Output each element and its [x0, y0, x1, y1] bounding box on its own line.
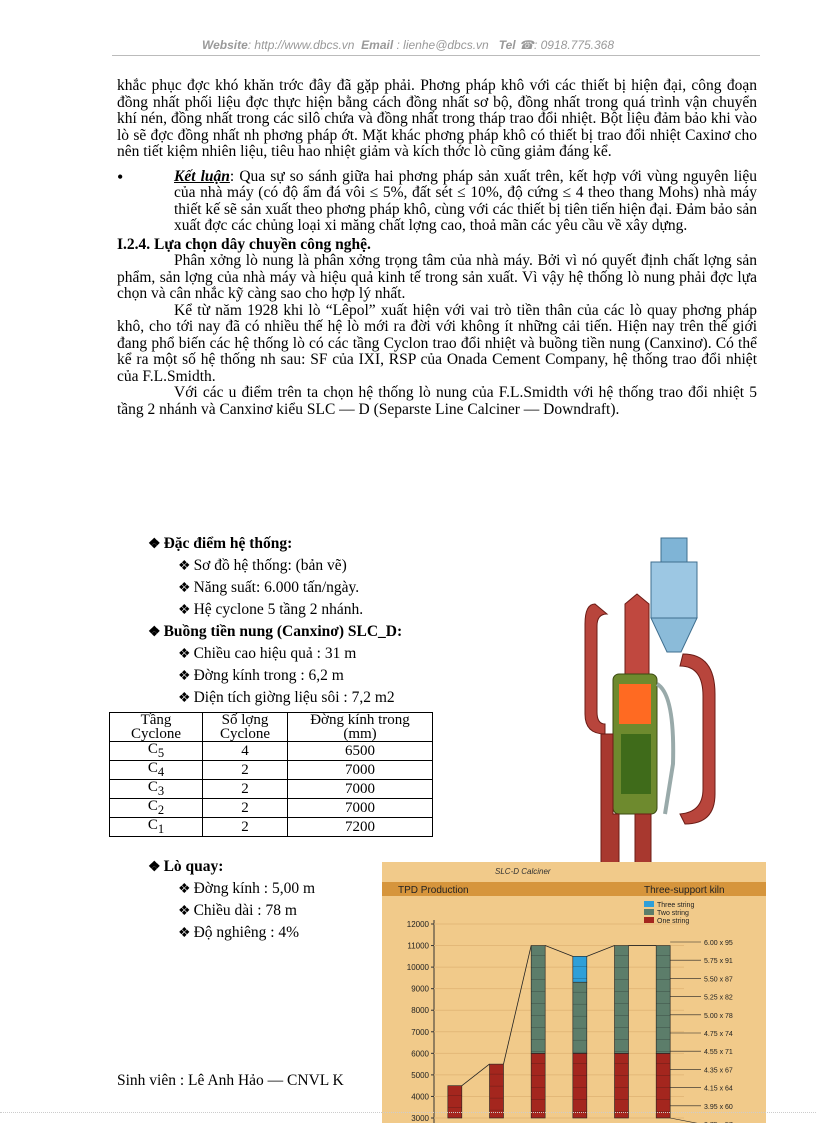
diamond-bullet-icon: ❖: [178, 669, 191, 684]
y-tick-label: 9000: [411, 984, 429, 994]
website-value[interactable]: : http://www.dbcs.vn: [247, 38, 355, 52]
table-row: [110, 742, 433, 761]
diamond-bullet-icon: ❖: [178, 904, 191, 919]
bar-segment: [531, 946, 545, 1054]
legend-swatch: [644, 917, 654, 923]
size-label: 4.75 x 74: [704, 1031, 733, 1038]
section-heading: I.2.4. Lựa chọn dây chuyền công nghệ.: [117, 235, 371, 253]
bar-segment: [615, 1053, 629, 1118]
calciner-diameter: Đờng kính trong : 6,2 m: [193, 667, 344, 684]
conclusion-text: : Qua sự so sánh giữa hai phơng pháp sản xuất trên, kết hợp với vùng nguyên liệu của nhà máy (có độ ẩm đá vôi ≤ 5%, đất sét ≤ 10%, độ cứng ≤ 4 theo thang Mohs) nhà máy thiết kế sẽ sản xuất theo phơng pháp khô, cùng với các thiết bị tiên tiến hiện đại. Đảm bảo sản xuất đợc các chủng loại xi măng chất lợng cao, thoả mãn các yêu cầu về xây dựng.: [174, 167, 757, 234]
table-cell: 6500: [288, 742, 433, 761]
header-rule: [112, 55, 760, 56]
paragraph-4: Với các u điểm trên ta chọn hệ thống lò nung của F.L.Smidth với hệ thống trao đổi nhiệt 5 tầng 2 nhánh và Canxinơ kiểu SLC — D (Separste Line Calciner — Downdraft).: [117, 384, 757, 418]
slc-d-calciner-illustration: [565, 534, 745, 879]
diamond-bullet-icon: ❖: [178, 647, 191, 662]
kiln-slope: Độ nghiêng : 4%: [193, 924, 300, 941]
diamond-bullet-icon: ❖: [178, 603, 191, 618]
phone-icon: ☎: [519, 38, 534, 52]
calciner-title: Buồng tiền nung (Canxinơ) SLC_D:: [163, 623, 403, 640]
system-item-diagram: Sơ đồ hệ thống: (bản vẽ): [193, 557, 347, 574]
diamond-bullet-icon: ❖: [148, 860, 161, 875]
bar-segment: [573, 1053, 587, 1118]
bar-segment: [656, 946, 670, 1054]
header-diameter: Đờng kính trong (mm): [288, 713, 433, 742]
kiln-length: Chiều dài : 78 m: [193, 902, 297, 919]
bar-segment: [448, 1086, 462, 1118]
size-label: 4.55 x 71: [704, 1049, 733, 1057]
system-title: Đặc điểm hệ thống:: [163, 535, 293, 552]
kiln-diameter: Đờng kính : 5,00 m: [193, 880, 315, 897]
diamond-bullet-icon: ❖: [178, 559, 191, 574]
table-cell: 7000: [288, 761, 433, 780]
kiln-title: Lò quay:: [163, 858, 224, 875]
size-label: 5.00 x 78: [704, 1012, 733, 1020]
chart-svg: [382, 862, 766, 1123]
footer-rule: [0, 1112, 816, 1113]
y-tick-label: 10000: [406, 963, 429, 973]
table-row: [110, 799, 433, 818]
table-cell: $C_2$: [110, 799, 203, 818]
calciner-caption: SLC-D Calciner: [495, 867, 551, 876]
bar-segment: [531, 1053, 545, 1118]
conclusion-label: Kết luận: [174, 167, 230, 185]
legend-label: One string: [657, 918, 690, 925]
diamond-bullet-icon: ❖: [178, 691, 191, 706]
header-count: Số lợng Cyclone: [203, 713, 288, 742]
chart-subtitle: Three-support kiln: [644, 885, 725, 896]
size-label: 4.35 x 67: [704, 1067, 733, 1075]
y-tick-label: 4000: [411, 1092, 429, 1102]
legend-label: Three string: [657, 902, 695, 909]
diamond-bullet-icon: ❖: [148, 537, 161, 552]
table-row: [110, 780, 433, 799]
bullet-icon: •: [117, 166, 124, 187]
size-label: 5.75 x 91: [704, 958, 733, 966]
legend-swatch: [644, 909, 654, 915]
table-cell: $C_3$: [110, 780, 203, 799]
size-label: 6.00 x 95: [704, 940, 733, 947]
cyclone-table: [109, 712, 433, 837]
size-label: 4.15 x 64: [704, 1085, 733, 1093]
y-tick-label: 7000: [411, 1027, 429, 1037]
table-cell: 2: [203, 761, 288, 780]
y-tick-label: 5000: [411, 1070, 429, 1080]
table-header-row: [110, 713, 433, 742]
diamond-bullet-icon: ❖: [178, 926, 191, 941]
paragraph-3: Kể từ năm 1928 khi lò “Lêpol” xuất hiện với vai trò tiền thân của các lò quay phơng pháp khô, cho tới nay đã có nhiều thế hệ lò mới ra đời với không ít những cải tiến. Hiện nay trên thế giới đang phổ biến các hệ thống lò có các tầng Cyclon trao đổi nhiệt và buồng tiền nung (Canxinơ). Có thể kể ra một số hệ thống nh sau: SF của IXI, RSP của Onada Cement Company, hệ thống trao đổi nhiệt của F.L.Smidth.: [117, 301, 757, 385]
tpd-production-chart: [382, 862, 766, 1123]
email-label: Email: [361, 38, 394, 52]
document-body: [117, 78, 757, 418]
system-item-capacity: Năng suất: 6.000 tấn/ngày.: [193, 579, 360, 596]
size-label: 5.25 x 82: [704, 994, 733, 1002]
y-tick-label: 11000: [407, 941, 429, 951]
conclusion-paragraph: [174, 169, 757, 235]
table-cell: 4: [203, 742, 288, 761]
chart-legend: [644, 901, 694, 925]
chart-title: TPD Production: [398, 885, 469, 896]
table-cell: $C_1$: [110, 818, 203, 837]
y-tick-label: 3000: [411, 1114, 429, 1123]
tel-value: : 0918.775.368: [533, 38, 615, 52]
calciner-height: Chiều cao hiệu quả : 31 m: [193, 645, 357, 662]
legend-label: Two string: [657, 910, 689, 917]
footer-text: Sinh viên : Lê Anh Hảo — CNVL K: [117, 1072, 344, 1089]
table-row: [110, 761, 433, 780]
y-tick-label: 6000: [411, 1049, 429, 1059]
size-label: 3.95 x 60: [704, 1103, 733, 1111]
table-cell: $C_5$: [110, 742, 203, 761]
size-label: 5.50 x 87: [704, 976, 733, 984]
y-tick-label: 12000: [406, 920, 429, 929]
tel-label: Tel: [498, 38, 516, 52]
table-cell: 7000: [288, 799, 433, 818]
y-tick-label: 8000: [411, 1006, 429, 1016]
email-value[interactable]: : lienhe@dbcs.vn: [396, 38, 489, 52]
bar-segment: [656, 1053, 670, 1118]
paragraph-2: Phân xởng lò nung là phân xởng trọng tâm của nhà máy. Bởi vì nó quyết định chất lợng sản phẩm, sản lợng của nhà máy và hiệu quả kinh tế trong sản xuất. Vì vậy hệ thống lò nung phải đợc lựa chọn và cân nhắc kỹ càng sao cho hợp lý nhất.: [117, 252, 757, 302]
calciner-bed-area: Diện tích giờng liệu sôi : 7,2 m2: [193, 689, 395, 706]
table-row: [110, 818, 433, 837]
table-cell: 7000: [288, 780, 433, 799]
page-header: [0, 38, 816, 52]
diamond-bullet-icon: ❖: [148, 625, 161, 640]
diamond-bullet-icon: ❖: [178, 882, 191, 897]
system-item-cyclone: Hệ cyclone 5 tầng 2 nhánh.: [193, 601, 364, 618]
table-cell: 7200: [288, 818, 433, 837]
conclusion-block: [117, 166, 757, 235]
table-cell: 2: [203, 818, 288, 837]
diamond-bullet-icon: ❖: [178, 581, 191, 596]
bar-segment: [573, 982, 587, 1053]
legend-swatch: [644, 901, 654, 907]
header-stage: Tầng Cyclone: [110, 713, 203, 742]
paragraph-1: khắc phục đợc khó khăn trớc đây đã gặp phải. Phơng pháp khô với các thiết bị hiện đại, công đoạn đồng nhất phối liệu đợc thực hiện bằng cách đồng nhất sơ bộ, đồng nhất trong quá trình vận chuyển khí nén, đồng nhất trong các silô chứa và đồng nhất trong tháp trao đổi nhiệt. Bột liệu đảm bảo khi vào lò sẽ đợc đồng nhất nh phơng pháp ớt. Mặt khác phơng pháp khô có thiết bị trao đổi nhiệt Caxinơ cho nên tiết kiệm nhiên liệu, tiêu hao nhiệt giảm và kích thớc lò cũng giảm đáng kể.: [117, 77, 757, 160]
website-label: Website: [201, 38, 248, 52]
table-cell: $C_4$: [110, 761, 203, 780]
table-cell: 2: [203, 780, 288, 799]
bar-segment: [615, 946, 629, 1054]
table-cell: 2: [203, 799, 288, 818]
